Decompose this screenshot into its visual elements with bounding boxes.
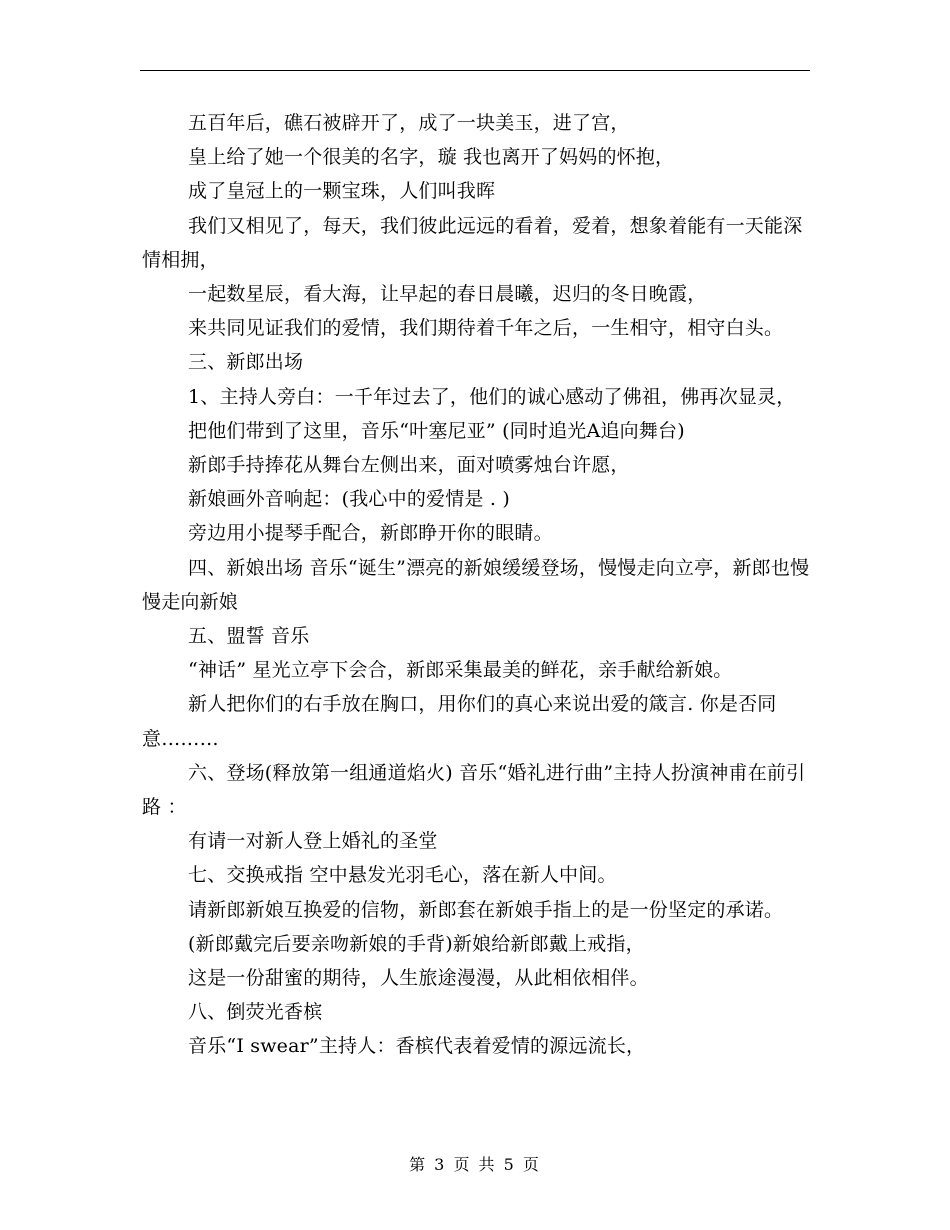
paragraph: 新郎手持捧花从舞台左侧出来，面对喷雾烛台许愿， — [188, 454, 630, 477]
paragraph: 旁边用小提琴手配合，新郎睁开你的眼睛。 — [188, 522, 553, 545]
paragraph: 把他们带到了这里，音乐“叶塞尼亚” (同时追光A追向舞台) — [188, 419, 685, 442]
paragraph: 成了皇冠上的一颗宝珠，人们叫我晖 — [188, 180, 496, 203]
paragraph: 来共同见证我们的爱情，我们期待着千年之后，一生相守，相守白头。 — [188, 317, 784, 340]
header-rule — [140, 70, 810, 71]
section-heading: 四、新娘出场 音乐“诞生”漂亮的新娘缓缓登场，慢慢走向立亭，新郎也慢慢走向新娘 — [142, 556, 810, 613]
section-heading: 七、交换戒指 空中悬发光羽毛心，落在新人中间。 — [188, 864, 617, 887]
paragraph: 这是一份甜蜜的期待，人生旅途漫漫，从此相依相伴。 — [188, 967, 649, 990]
paragraph: 皇上给了她一个很美的名字，璇 我也离开了妈妈的怀抱， — [188, 146, 675, 169]
page-number: 第 3 页 共 5 页 — [409, 1155, 541, 1174]
paragraph: “神话” 星光立亭下会合，新郎采集最美的鲜花，亲手献给新娘。 — [188, 659, 733, 682]
paragraph: 有请一对新人登上婚礼的圣堂 — [188, 830, 438, 853]
paragraph: (新郎戴完后要亲吻新娘的手背)新娘给新郎戴上戒指， — [188, 932, 645, 955]
paragraph: 音乐“I swear”主持人：香槟代表着爱情的源远流长， — [188, 1035, 646, 1058]
section-heading: 六、登场(释放第一组通道焰火) 音乐“婚礼进行曲”主持人扮演神甫在前引路 ： — [142, 761, 806, 819]
paragraph: 一起数星辰，看大海，让早起的春日晨曦，迟归的冬日晚霞， — [188, 283, 707, 306]
paragraph: 新人把你们的右手放在胸口，用你们的真心来说出爱的箴言. 你是否同意……… — [142, 693, 777, 750]
paragraph: 请新郎新娘互换爱的信物，新郎套在新娘手指上的是一份坚定的承诺。 — [188, 898, 784, 921]
section-heading: 八、倒荧光香槟 — [188, 1001, 323, 1024]
section-heading: 五、盟誓 音乐 — [188, 625, 310, 648]
paragraph: 1、主持人旁白：一千年过去了，他们的诚心感动了佛祖，佛再次显灵， — [188, 385, 796, 408]
paragraph: 新娘画外音响起：(我心中的爱情是 . ) — [188, 488, 510, 511]
paragraph: 我们又相见了，每天，我们彼此远远的看着，爱着，想象着能有一天能深情相拥， — [142, 214, 803, 271]
document-body — [142, 106, 818, 1064]
section-heading: 三、新郎出场 — [188, 351, 304, 374]
paragraph: 五百年后，礁石被辟开了，成了一块美玉，进了宫， — [188, 112, 630, 134]
